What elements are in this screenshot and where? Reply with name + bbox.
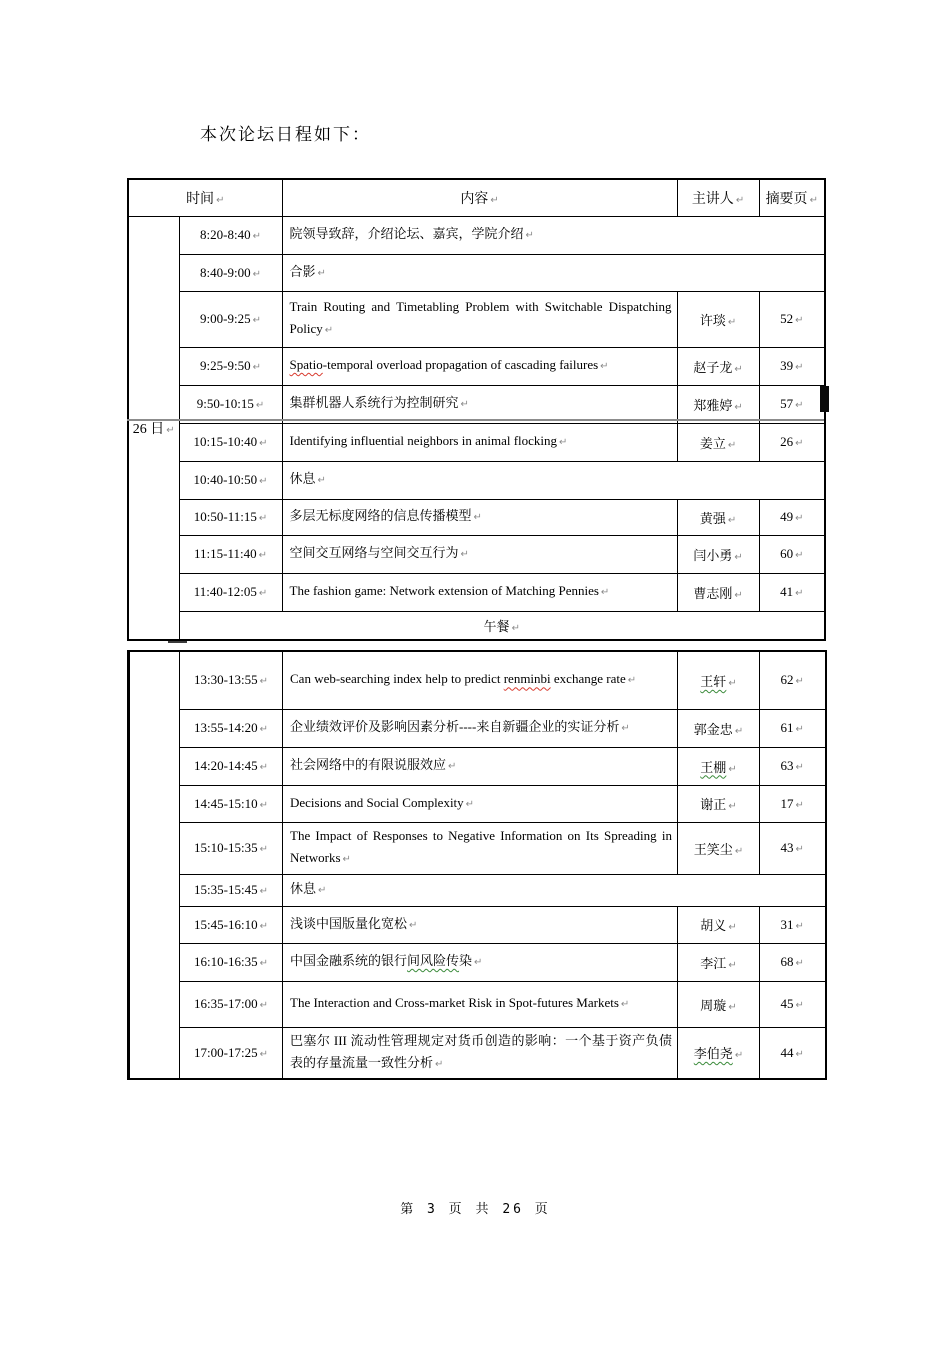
table-row [128,216,825,254]
time-cell: 9:50-10:15 ↵ [179,385,282,423]
table-split-line [127,419,824,421]
paragraph-mark: ↵ [252,268,261,280]
table-row [128,291,825,347]
content-cell: 休息 ↵ [282,461,825,499]
abstract-page-cell: 68 ↵ [760,943,826,981]
paragraph-mark: ↵ [435,1058,444,1070]
content-cell: 多层无标度网络的信息传播模型 ↵ [282,499,677,535]
paragraph-mark: ↵ [255,400,265,411]
abstract-page-cell: 31 ↵ [760,906,826,943]
paragraph-mark: ↵ [795,844,804,855]
date-cell-empty [129,651,180,1079]
table-row [128,535,825,573]
spellcheck-underline: renminbi [503,671,551,687]
paragraph-mark: ↵ [259,438,268,449]
paragraph-mark: ↵ [460,399,469,410]
table-row [129,747,826,785]
paragraph-mark: ↵ [259,1048,268,1060]
table-row [128,385,825,423]
speaker-cell: 周璇 ↵ [678,981,760,1027]
paragraph-mark: ↵ [795,438,804,449]
table-row [128,347,825,385]
paragraph-mark: ↵ [728,677,737,689]
paragraph-mark: ↵ [600,587,610,598]
speaker-cell: 郑雅婷 ↵ [677,385,759,423]
table-row [128,254,825,291]
paragraph-mark: ↵ [809,194,818,206]
time-cell: 11:15-11:40 ↵ [179,535,282,573]
table-header-row [128,179,825,216]
table-row [128,499,825,535]
speaker-cell: 曹志刚 ↵ [677,573,759,611]
paragraph-mark: ↵ [258,588,268,599]
paragraph-mark: ↵ [600,361,609,372]
paragraph-mark: ↵ [795,400,804,411]
paragraph-mark: ↵ [728,763,737,775]
grammar-underline: 李伯尧 [693,1046,733,1061]
speaker-cell: 李江 ↵ [678,943,760,981]
lunch-row [128,611,825,640]
paragraph-mark: ↵ [259,920,268,932]
table-row [129,651,826,709]
paragraph-mark: ↵ [490,194,499,206]
abstract-page-cell: 49 ↵ [759,499,825,535]
paragraph-mark: ↵ [795,762,804,773]
paragraph-mark: ↵ [795,676,804,688]
time-cell: 14:45-15:10 ↵ [180,785,283,822]
content-cell: 中国金融系统的银行间风险传染 ↵ [283,943,678,981]
abstract-page-cell: 26 ↵ [759,423,825,461]
header-content: 内容 ↵ [282,179,677,216]
content-cell: The fashion game: Network extension of Matching Pennies ↵ [282,573,677,611]
paragraph-mark: ↵ [734,845,744,857]
paragraph-mark: ↵ [727,439,737,451]
border-artifact [168,641,187,643]
paragraph-mark: ↵ [735,194,745,206]
content-cell: 企业绩效评价及影响因素分析----来自新疆企业的实证分析 ↵ [283,709,678,747]
content-cell: The Interaction and Cross-market Risk in Spot-futures Markets ↵ [283,981,678,1027]
paragraph-mark: ↵ [795,799,804,811]
paragraph-mark: ↵ [460,549,469,560]
paragraph-mark: ↵ [734,1050,744,1061]
paragraph-mark: ↵ [734,363,743,375]
content-cell: 巴塞尔 III 流动性管理规定对货币创造的影响：一个基于资产负债表的存量流量一致性分析 ↵ [283,1027,678,1079]
table-row [128,573,825,611]
paragraph-mark: ↵ [795,362,804,373]
content-cell: 空间交互网络与空间交互行为 ↵ [282,535,677,573]
paragraph-mark: ↵ [728,801,737,812]
paragraph-mark: ↵ [252,362,261,373]
speaker-cell [678,747,760,785]
paragraph-mark: ↵ [795,920,804,932]
paragraph-mark: ↵ [559,437,568,448]
content-cell: Decisions and Social Complexity ↵ [283,785,678,822]
table-row [129,709,826,747]
header-time: 时间 ↵ [128,179,282,216]
paragraph-mark: ↵ [511,622,520,634]
speaker-cell: 黄强 ↵ [677,499,759,535]
paragraph-mark: ↵ [252,231,261,242]
paragraph-mark: ↵ [258,550,267,561]
paragraph-mark: ↵ [216,194,225,206]
paragraph-mark: ↵ [259,844,268,855]
time-cell: 15:45-16:10 ↵ [180,906,283,943]
paragraph-mark: ↵ [728,1001,737,1013]
content-cell: Spatio-temporal overload propagation of cascading failures ↵ [282,347,677,385]
table-row [129,943,826,981]
content-cell: The Impact of Responses to Negative Information on Its Spreading in Networks ↵ [283,822,678,874]
content-cell: 休息 ↵ [283,874,826,906]
table-row [129,981,826,1027]
abstract-page-cell: 17 ↵ [760,785,826,822]
time-cell: 9:00-9:25 ↵ [179,291,282,347]
paragraph-mark: ↵ [734,551,743,563]
paragraph-mark: ↵ [727,514,737,526]
paragraph-mark: ↵ [259,886,268,897]
paragraph-mark: ↵ [620,999,630,1010]
content-cell: Identifying influential neighbors in animal flocking ↵ [282,423,677,461]
time-cell: 15:10-15:35 ↵ [180,822,283,874]
time-cell: 16:10-16:35 ↵ [180,943,283,981]
paragraph-mark: ↵ [728,959,737,971]
time-cell: 17:00-17:25 ↵ [180,1027,283,1079]
spellcheck-underline: Spatio [289,357,323,372]
time-cell: 9:25-9:50 ↵ [179,347,282,385]
schedule-table-morning [127,178,826,641]
table-row [129,785,826,822]
paragraph-mark: ↵ [525,230,534,241]
header-speaker: 主讲人 ↵ [677,179,759,216]
paragraph-mark: ↵ [734,725,744,737]
paragraph-mark: ↵ [259,958,268,969]
time-cell: 8:20-8:40 ↵ [179,216,282,254]
abstract-page-cell: 41 ↵ [759,573,825,611]
content-cell: 集群机器人系统行为控制研究 ↵ [282,385,677,423]
content-cell: 院领导致辞，介绍论坛、嘉宾，学院介绍 ↵ [282,216,825,254]
paragraph-mark: ↵ [795,724,804,735]
abstract-page-cell: 45 ↵ [760,981,826,1027]
page-number-footer: 第 3 页 共 26 页 [400,1202,551,1217]
time-cell: 13:55-14:20 ↵ [180,709,283,747]
speaker-cell: 许琰 ↵ [677,291,759,347]
paragraph-mark: ↵ [252,315,261,326]
abstract-page-cell: 44 ↵ [760,1027,826,1079]
speaker-cell: 闫小勇 ↵ [677,535,759,573]
abstract-page-cell: 61 ↵ [760,709,826,747]
header-page: 摘要页 ↵ [759,179,825,216]
paragraph-mark: ↵ [409,919,418,931]
abstract-page-cell: 43 ↵ [760,822,826,874]
paragraph-mark: ↵ [734,589,743,601]
paragraph-mark: ↵ [259,724,268,735]
paragraph-mark: ↵ [259,476,268,487]
abstract-page-cell: 60 ↵ [759,535,825,573]
time-cell: 15:35-15:45 ↵ [180,874,283,906]
paragraph-mark: ↵ [317,267,326,279]
lunch-cell: 午餐 ↵ [179,611,825,640]
table-row [128,461,825,499]
paragraph-mark: ↵ [795,588,804,599]
paragraph-mark: ↵ [734,401,743,413]
paragraph-mark: ↵ [465,798,475,810]
paragraph-mark: ↵ [795,958,804,969]
paragraph-mark: ↵ [342,854,351,865]
table-row [129,874,826,906]
paragraph-mark: ↵ [324,325,334,336]
time-cell: 10:50-11:15 ↵ [179,499,282,535]
paragraph-mark: ↵ [448,761,457,772]
paragraph-mark: ↵ [795,315,804,326]
abstract-page-cell: 63 ↵ [760,747,826,785]
time-cell: 14:20-14:45 ↵ [180,747,283,785]
content-cell: 合影 ↵ [282,254,825,291]
paragraph-mark: ↵ [317,475,326,486]
speaker-cell [678,1027,760,1079]
abstract-page-cell: 57 ↵ [759,385,825,423]
paragraph-mark: ↵ [474,957,483,968]
paragraph-mark: ↵ [473,512,482,523]
paragraph-mark: ↵ [627,675,637,687]
paragraph-mark: ↵ [259,676,268,688]
speaker-cell: 郭金忠 ↵ [678,709,760,747]
date-cell: 26 日 ↵ [128,216,179,640]
table-resize-handle [820,386,829,412]
table-row [129,906,826,943]
table-row [128,423,825,461]
speaker-cell: 姜立 ↵ [677,423,759,461]
content-cell: 浅谈中国版量化宽松 ↵ [283,906,678,943]
paragraph-mark: ↵ [728,922,737,933]
paragraph-mark: ↵ [259,799,268,811]
content-cell: 社会网络中的有限说服效应 ↵ [283,747,678,785]
paragraph-mark: ↵ [258,513,268,524]
time-cell: 10:15-10:40 ↵ [179,423,282,461]
table-row [129,1027,826,1079]
page-title: 本次论坛日程如下： [200,125,371,144]
abstract-page-cell: 39 ↵ [759,347,825,385]
time-cell: 10:40-10:50 ↵ [179,461,282,499]
grammar-underline: 王棚 [700,759,727,775]
paragraph-mark: ↵ [259,1000,268,1011]
table-row [129,822,826,874]
paragraph-mark: ↵ [795,1048,804,1060]
paragraph-mark: ↵ [795,513,804,524]
time-cell: 16:35-17:00 ↵ [180,981,283,1027]
speaker-cell [678,651,760,709]
time-cell: 13:30-13:55 ↵ [180,651,283,709]
speaker-cell: 赵子龙 ↵ [677,347,759,385]
speaker-cell: 胡义 ↵ [678,906,760,943]
paragraph-mark: ↵ [727,316,737,328]
paragraph-mark: ↵ [259,762,268,773]
time-cell: 8:40-9:00 ↵ [179,254,282,291]
speaker-cell: 王笑尘 ↵ [678,822,760,874]
abstract-page-cell: 52 ↵ [759,291,825,347]
content-cell: Can web-searching index help to predict renminbi exchange rate ↵ [283,651,678,709]
content-cell: Train Routing and Timetabling Problem with Switchable Dispatching Policy ↵ [282,291,677,347]
grammar-underline: 间风险传 [407,953,460,968]
paragraph-mark: ↵ [621,723,630,734]
time-cell: 11:40-12:05 ↵ [179,573,282,611]
speaker-cell: 谢正 ↵ [678,785,760,822]
paragraph-mark: ↵ [795,1000,804,1011]
schedule-table-afternoon [127,650,827,1080]
paragraph-mark: ↵ [318,885,327,896]
paragraph-mark: ↵ [166,424,175,436]
paragraph-mark: ↵ [795,550,804,561]
abstract-page-cell: 62 ↵ [760,651,826,709]
grammar-underline: 王轩 [700,673,727,689]
